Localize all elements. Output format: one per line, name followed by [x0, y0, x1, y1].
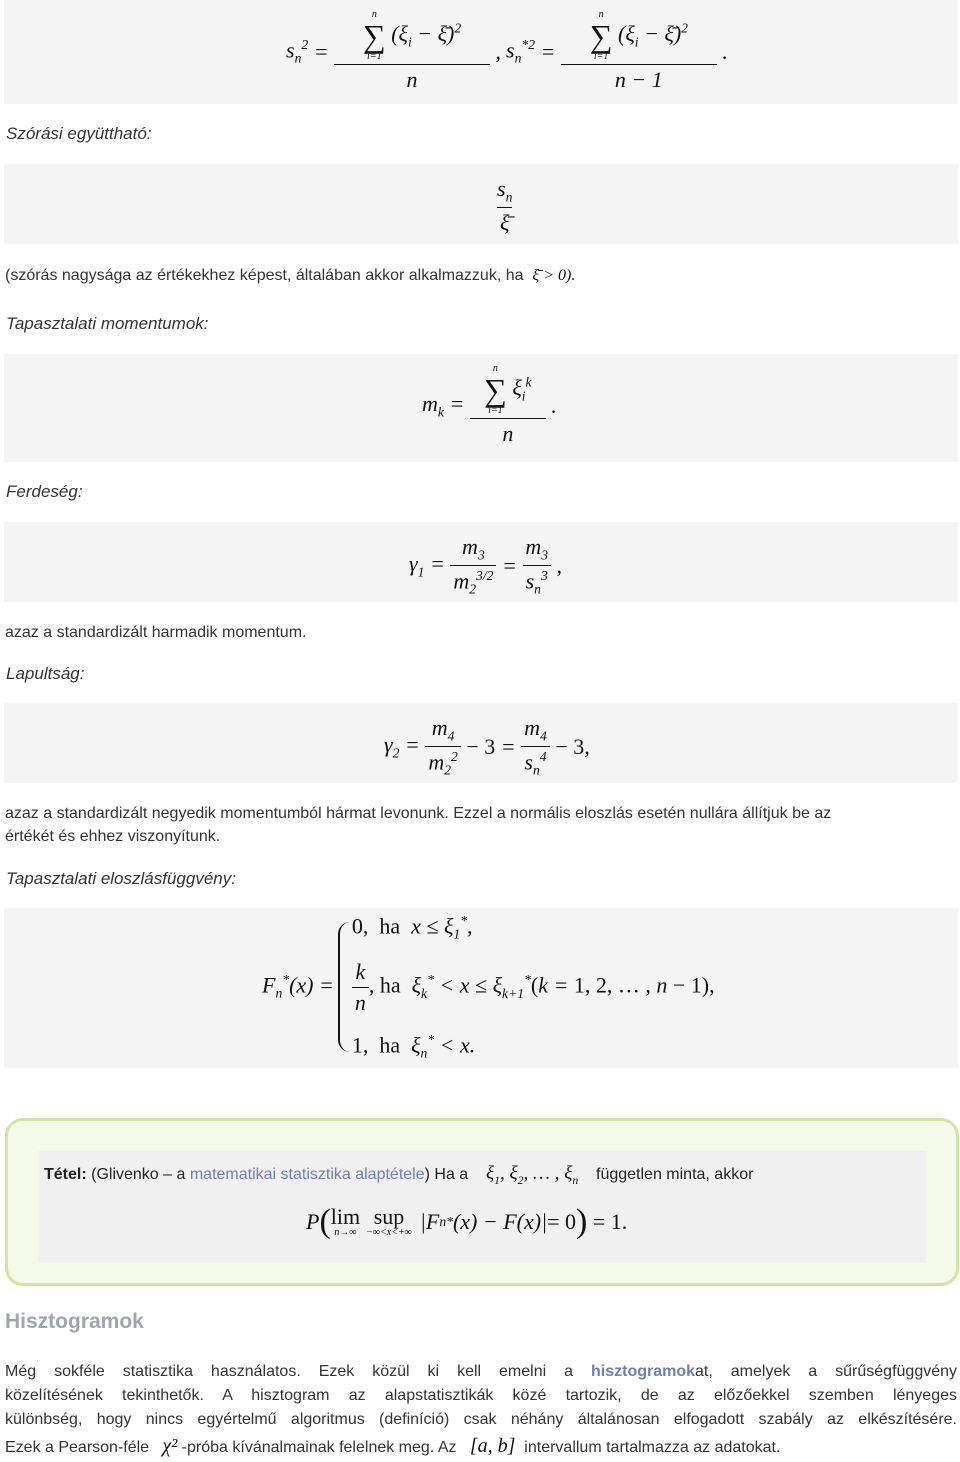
formula-box-kurtosis: $\gamma_2$ = $\frac{m_4}{m_2^2}$ − 3 = $\frac{m_4}{s_n^4}$ − 3,: [4, 703, 958, 783]
cv-fraction: $\frac{s_n}{\xī}$: [497, 176, 513, 236]
label-momentumok: Tapasztalati momentumok:: [6, 314, 209, 333]
theorem-content: [38, 1151, 926, 1263]
glivenko-formula: P ( lim n→∞ sup −∞<x<+∞ |F n * (x) − F(x)| = 0 ) = 1.: [306, 1203, 628, 1240]
formula-box-moment: $m_k$ = n ∑ i=1 $\xi_i^k$ n .: [4, 354, 958, 462]
formula-box-skewness: $\gamma_1$ = $\frac{m_3}{m_2^{3/2}}$ = $\frac{m_3}{s_n^3}$ ,: [4, 522, 958, 602]
ecdf-cases: [338, 912, 715, 1061]
variance-n-fraction: n ∑ i=1 ($\xi_i$ − ξ̄)$^2$ n: [334, 10, 490, 93]
label-lapultsag: Lapultság:: [6, 664, 85, 683]
theorem-box: [5, 1118, 959, 1286]
heading-hisztogramok: Hisztogramok: [5, 1310, 144, 1333]
szorasi-note: (szórás nagysága az értékekhez képest, általában akkor alkalmazzuk, ha ξ̄ > 0).: [5, 267, 576, 284]
hisztogram-line-4: Ezek a Pearson-féle χ² -próba kívánalmainak felelnek meg. Az [a, b] intervallum tartalmazza az adatokat.: [5, 1435, 781, 1457]
formula-box-variance: $s_n^2$ = n ∑ i=1 ($\xi_i$ − ξ̄)$^2$ n , $s_n^{*2}$ = n ∑ i=1 ($\xi_i$ − ξ̄)$^2$ n − 1 .: [4, 0, 958, 104]
label-szorasi: Szórási együttható:: [6, 124, 152, 143]
theorem-link[interactable]: matematikai statisztika alaptétele: [189, 1166, 425, 1183]
ecdf-case-3: 1, ha $\xi_n^* < x$.: [351, 1031, 476, 1061]
skew-fraction-2: $\frac{m_3}{s_n^3}$: [522, 534, 551, 598]
moment-fraction: n ∑ i=1 $\xi_i^k$ n: [470, 364, 546, 447]
kurt-fraction-2: $\frac{m_4}{s_n^4}$: [521, 715, 550, 779]
variance-n-star-symbol: $s_n^{*2}$: [506, 36, 535, 66]
theorem-title: Tétel:: [44, 1166, 87, 1183]
formula-box-ecdf: [4, 908, 958, 1068]
ecdf-lhs: $F_n^*(x)$ =: [262, 972, 334, 1001]
variance-n-star-fraction: n ∑ i=1 ($\xi_i$ − ξ̄)$^2$ n − 1: [561, 10, 717, 93]
hisztogram-line-3: különbség, hogy nincs egyértelmű algoritmus (definíció) csak néhány általánosan elfogadott szabály az elkészítésére.: [5, 1411, 957, 1428]
label-eloszlasfv: Tapasztalati eloszlásfüggvény:: [6, 869, 236, 888]
interval-symbol: [a, b]: [469, 1435, 516, 1457]
ecdf-case-2: $\frac{k}{n}$ , ha $\xi_k^* < x \le \xi_{k+1}^*(k = 1$, 2, … , n − 1),: [352, 959, 715, 1016]
hisztogram-link[interactable]: hisztogramok: [591, 1363, 696, 1380]
moment-lhs: $m_k$ =: [422, 390, 470, 420]
ferdeseg-note: azaz a standardizált harmadik momentum.: [5, 624, 307, 641]
skew-fraction-1: $\frac{m_3}{m_2^{3/2}}$: [450, 534, 496, 598]
hisztogram-line-2: közelítésének tekinthetők. A hisztogram az alapstatisztikák közé tartozik, de az előzőekkel szemben lényeges: [5, 1387, 957, 1404]
formula-box-cv: [4, 164, 958, 244]
szorasi-condition: ξ̄ > 0).: [532, 267, 576, 284]
kurt-fraction-1: $\frac{m_4}{m_2^2}$: [425, 715, 461, 779]
hisztogram-line-1: Még sokféle statisztika használatos. Ezek közül ki kell emelni a hisztogramokat, amelyek a sűrűségfüggvény: [5, 1363, 958, 1380]
lapultsag-note: azaz a standardizált negyedik momentumból hármat levonunk. Ezzel a normális eloszlás esetén nullára állítjuk be az értékét és ehhez viszonyítunk.: [5, 805, 832, 845]
skew-lhs: $\gamma_1$ =: [409, 551, 451, 580]
theorem-sample: $\xi_1$, $\xi_2$, … , $\xi_n$: [485, 1163, 579, 1187]
theorem-text: Tétel: (Glivenko – a matematikai statisztika alaptétele) Ha a $\xi_1$, $\xi_2$, … , $\xi_n$ független minta, akkor: [44, 1163, 754, 1187]
kurt-lhs: $\gamma_2$ =: [384, 732, 426, 761]
ecdf-case-1: 0, ha $x \le \xi_1^*$,: [351, 912, 473, 942]
chi-square-symbol: χ²: [162, 1435, 178, 1457]
variance-n-symbol: $s_n^2$: [286, 36, 309, 66]
label-ferdeseg: Ferdeség:: [6, 482, 83, 501]
